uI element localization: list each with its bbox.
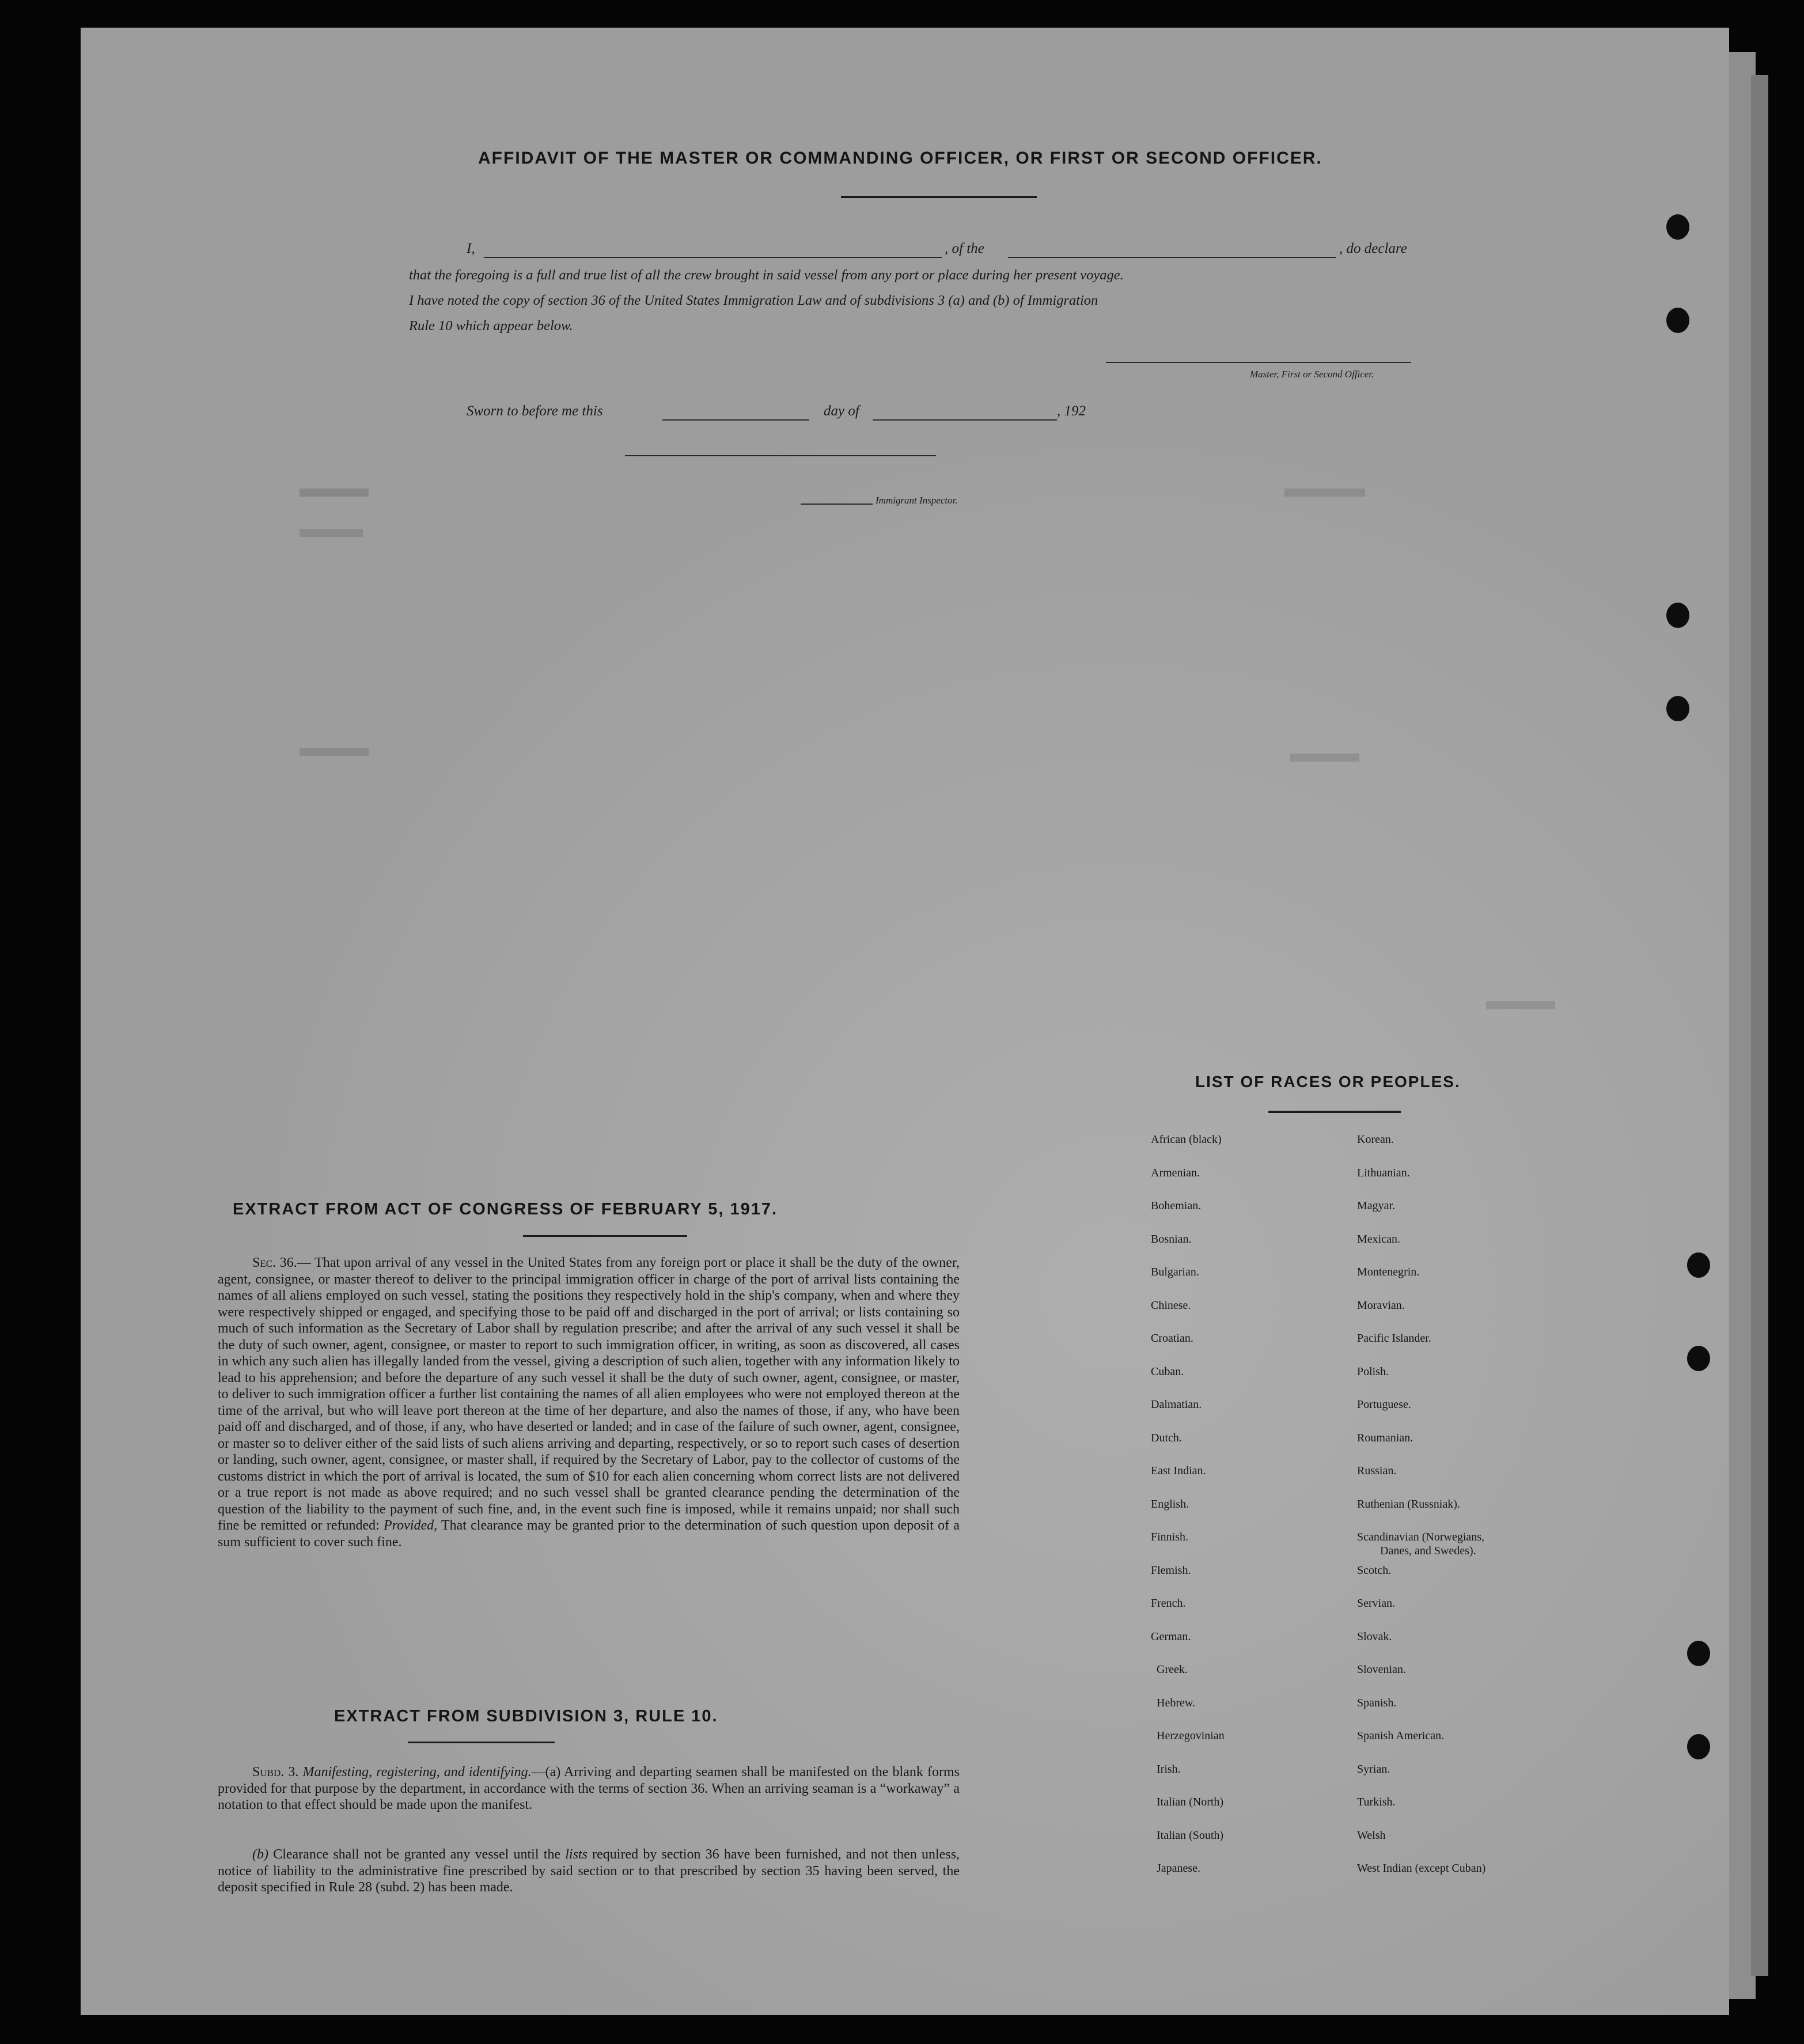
part-b-label: (b) — [252, 1847, 268, 1862]
race-item: West Indian (except Cuban) — [1357, 1862, 1486, 1875]
affidavit-title-rule — [841, 196, 1037, 198]
bleed-through-mark — [300, 748, 369, 756]
sworn-day-field[interactable] — [662, 419, 809, 421]
bleed-through-mark — [1290, 754, 1359, 762]
sworn-year-label: , 192 — [1057, 403, 1086, 419]
race-item: Dalmatian. — [1151, 1398, 1202, 1411]
section-36-proviso-rest: That clearance may be granted prior to the determination of such question upon deposit of a sum sufficient to cover such fine. — [218, 1518, 960, 1550]
declaration-do-declare-label: , do declare — [1339, 241, 1407, 256]
race-item: Armenian. — [1151, 1166, 1200, 1179]
race-item: English. — [1151, 1497, 1189, 1511]
punch-hole — [1687, 1734, 1710, 1759]
inspector-signature-field[interactable] — [625, 455, 936, 456]
race-item: Croatian. — [1151, 1332, 1193, 1345]
race-item: Slovenian. — [1357, 1663, 1406, 1676]
race-item: Moravian. — [1357, 1299, 1405, 1312]
race-item: Scotch. — [1357, 1564, 1392, 1577]
punch-hole — [1666, 696, 1689, 721]
inspector-short-line — [801, 504, 873, 505]
race-item: Chinese. — [1151, 1299, 1191, 1312]
punch-hole — [1687, 1641, 1710, 1666]
rule-extract-rule — [408, 1742, 555, 1743]
subd-heading: Manifesting, registering, and identifying. — [302, 1765, 532, 1780]
race-item: Finnish. — [1151, 1531, 1189, 1543]
section-36-body: That upon arrival of any vessel in the United States from any foreign port or place it shall be the duty of the owner, agent, consignee, or master thereof to deliver to the principal immigration officer in charge of the port of arrival lists containing the names of all aliens employed on such vessel, stating the positions they respectively hold in the ship's company, when and where they were respectively shipped or engaged, and specifying those to be paid off and discharged in the port of arrival; or lists containing so much of such information as the Secretary of Labor shall by regulation prescribe; and after the arrival of any such vessel it shall be the duty of such owner, agent, consignee, or master to report to such immigration officer, in writing, as soon as discovered, all cases in which any such alien has illegally landed from the vessel, giving a description of such alien, together with any information likely to lead to his apprehension; and before the departure of any such vessel it shall be the duty of such owner, agent, consignee, or master, to deliver to such immigration officer a further list containing the names of all alien employees who were not employed thereon at the time of the arrival, but who will leave port thereon at the time of her departure, and also the names of those, if any, who have been paid off and discharged, and of those, if any, who have deserted or landed; and in case of the failure of such owner, agent, consignee, or master so to deliver either of the said lists of such aliens arriving and departing, respectively, or so to report such cases of desertion or landing, such owner, agent, consignee, or master shall, if required by the Secretary of Labor, pay to the collector of customs of the customs district in which the port of arrival is located, the sum of $10 for each alien concerning whom correct lists are not delivered or a true report is not made as above required; and no such vessel shall be granted clearance pending the determination of the question of the liability to the payment of such fine, and, in the event such fine is imposed, while it remains unpaid; nor shall such fine be remitted or refunded: — [218, 1255, 960, 1533]
race-item: Cuban. — [1151, 1365, 1184, 1378]
race-item: Danes, and Swedes). — [1380, 1545, 1476, 1557]
race-item: Turkish. — [1357, 1796, 1396, 1808]
document-page — [81, 28, 1729, 2015]
races-title: LIST OF RACES OR PEOPLES. — [1195, 1073, 1461, 1091]
declaration-line-2: I have noted the copy of section 36 of the United States Immigration Law and of subdivisions 3 (a) and (b) of Immigration — [409, 293, 1098, 308]
race-item: Welsh — [1357, 1829, 1386, 1842]
declaration-of-the-label: , of the — [945, 241, 984, 256]
race-item: Dutch. — [1151, 1431, 1182, 1444]
race-item: French. — [1151, 1597, 1186, 1610]
rule-extract-title: EXTRACT FROM SUBDIVISION 3, RULE 10. — [334, 1707, 718, 1725]
subdivision-3-text — [218, 1764, 960, 1814]
punch-hole — [1666, 603, 1689, 628]
sworn-prefix: Sworn to before me this — [467, 403, 603, 419]
punch-hole — [1666, 308, 1689, 333]
declarant-name-field[interactable] — [484, 257, 942, 258]
race-item: Korean. — [1357, 1133, 1394, 1146]
race-item: German. — [1151, 1630, 1191, 1643]
inspector-caption: Immigrant Inspector. — [876, 495, 958, 506]
race-item: Hebrew. — [1157, 1696, 1196, 1709]
race-item: Russian. — [1357, 1464, 1397, 1477]
race-item: Japanese. — [1157, 1862, 1201, 1875]
part-b-lists: lists — [565, 1847, 588, 1862]
section-36-proviso-word: Provided, — [384, 1518, 438, 1533]
affidavit-title: AFFIDAVIT OF THE MASTER OR COMMANDING OFFICER, OR FIRST OR SECOND OFFICER. — [478, 149, 1322, 168]
races-title-rule — [1268, 1111, 1401, 1113]
bleed-through-mark — [300, 529, 363, 537]
punch-hole — [1687, 1252, 1710, 1278]
vessel-name-field[interactable] — [1008, 257, 1336, 258]
section-36-text: Sec. 36.— That upon arrival of any vessel in the United States from any foreign port or place it shall be the duty of the owner, agent, consignee, or master thereof to deliver to the principal immigration officer in charge of the port of arrival lists containing the names of all aliens employed on such vessel, stating the positions they respectively hold in the ship's company, when and where they were respectively shipped or engaged, and specifying those to be paid off and discharged in the port of arrival; or lists containing so much of such information as the Secretary of Labor shall by regulation prescribe; and after the arrival of any such vessel it shall be the duty of such owner, agent, consignee, or master to report to such immigration officer, in writing, as soon as discovered, all cases in which any such alien has illegally landed from the vessel, giving a description of such alien, together with any information likely to lead to his apprehension; and before the departure of any such vessel it shall be the duty of such owner, agent, consignee, or master, to deliver to such immigration officer a further list containing the names of all alien employees who were not employed thereon at the time of the arrival, but who will leave port thereon at the time of her departure, and also the names of those, if any, who have been paid off and discharged, and of those, if any, who have deserted or landed; and in case of the failure of such owner, agent, consignee, or master so to deliver either of the said lists of such aliens arriving and departing, respectively, or so to report such cases of desertion or landing, such owner, agent, consignee, or master shall, if required by the Secretary of Labor, pay to the collector of customs of the customs district in which the port of arrival is located, the sum of $10 for each alien concerning whom correct lists are not delivered or a true report is not made as above required; and no such vessel shall be granted clearance pending the determination of the question of the liability to the payment of such fine, and, in the event such fine is imposed, while it remains unpaid; nor shall such fine be remitted or refunded: Provided, That clearance may be granted prior to the determination of such question upon deposit of a sum sufficient to cover such fine. — [218, 1255, 960, 1550]
race-item: Portuguese. — [1357, 1398, 1411, 1411]
race-item: Servian. — [1357, 1597, 1396, 1610]
underlying-sheet-edge-2 — [1751, 75, 1768, 1976]
race-item: Italian (North) — [1157, 1796, 1224, 1808]
race-item: Slovak. — [1357, 1630, 1392, 1643]
sworn-month-field[interactable] — [873, 419, 1057, 421]
part-a-label: —(a) — [531, 1765, 561, 1780]
sworn-day-label: day of — [824, 403, 859, 419]
race-item: Greek. — [1157, 1663, 1188, 1676]
master-signature-caption: Master, First or Second Officer. — [1250, 369, 1374, 380]
act-extract-rule — [523, 1235, 687, 1237]
race-item: Polish. — [1357, 1365, 1389, 1378]
subd-label: Subd. 3. — [252, 1765, 299, 1780]
declaration-line-3: Rule 10 which appear below. — [409, 318, 573, 334]
race-item: Scandinavian (Norwegians, — [1357, 1531, 1485, 1543]
punch-hole — [1687, 1346, 1710, 1371]
part-a-text: Arriving and departing seamen shall be manifested on the blank forms provided for that purpose by the department, in accordance with the terms of section 36. When an arriving seaman is a “workaway” a notation to that effect should be made upon the manifest. — [218, 1765, 960, 1812]
bleed-through-mark — [1486, 1001, 1555, 1009]
race-item: Magyar. — [1357, 1199, 1396, 1212]
race-item: Pacific Islander. — [1357, 1332, 1431, 1345]
subdivision-3b-text — [218, 1846, 960, 1896]
bleed-through-mark — [300, 489, 369, 497]
race-item: Spanish American. — [1357, 1729, 1445, 1742]
bleed-through-mark — [1284, 489, 1365, 497]
race-item: Ruthenian (Russniak). — [1357, 1497, 1460, 1511]
race-item: Lithuanian. — [1357, 1166, 1410, 1179]
race-item: Bohemian. — [1151, 1199, 1202, 1212]
race-item: Roumanian. — [1357, 1431, 1413, 1444]
declaration-i-label: I, — [467, 241, 475, 256]
declaration-line-1: that the foregoing is a full and true list of all the crew brought in said vessel from any port or place during her present voyage. — [409, 267, 1124, 283]
race-item: Montenegrin. — [1357, 1266, 1420, 1278]
part-b-pre: Clearance shall not be granted any vessel until the — [273, 1847, 561, 1862]
section-36-label: Sec. 36. — [252, 1255, 297, 1270]
act-extract-title: EXTRACT FROM ACT OF CONGRESS OF FEBRUARY 5, 1917. — [233, 1200, 778, 1218]
master-signature-field[interactable] — [1106, 362, 1411, 363]
race-item: Flemish. — [1151, 1564, 1191, 1577]
race-item: Bulgarian. — [1151, 1266, 1199, 1278]
race-item: Syrian. — [1357, 1762, 1390, 1776]
race-item: Bosnian. — [1151, 1232, 1192, 1246]
part-b-post: required by section 36 have been furnished, and not then unless, notice of liability to the administrative fine prescribed by said section or to that prescribed by section 35 having been served, the deposit specified in Rule 28 (subd. 2) has been made. — [218, 1847, 960, 1895]
race-item: Italian (South) — [1157, 1829, 1224, 1842]
race-item: Mexican. — [1357, 1232, 1400, 1246]
race-item: East Indian. — [1151, 1464, 1206, 1477]
race-item: Spanish. — [1357, 1696, 1397, 1709]
punch-hole — [1666, 214, 1689, 240]
race-item: Herzegovinian — [1157, 1729, 1225, 1742]
race-item: African (black) — [1151, 1133, 1222, 1146]
race-item: Irish. — [1157, 1762, 1181, 1776]
